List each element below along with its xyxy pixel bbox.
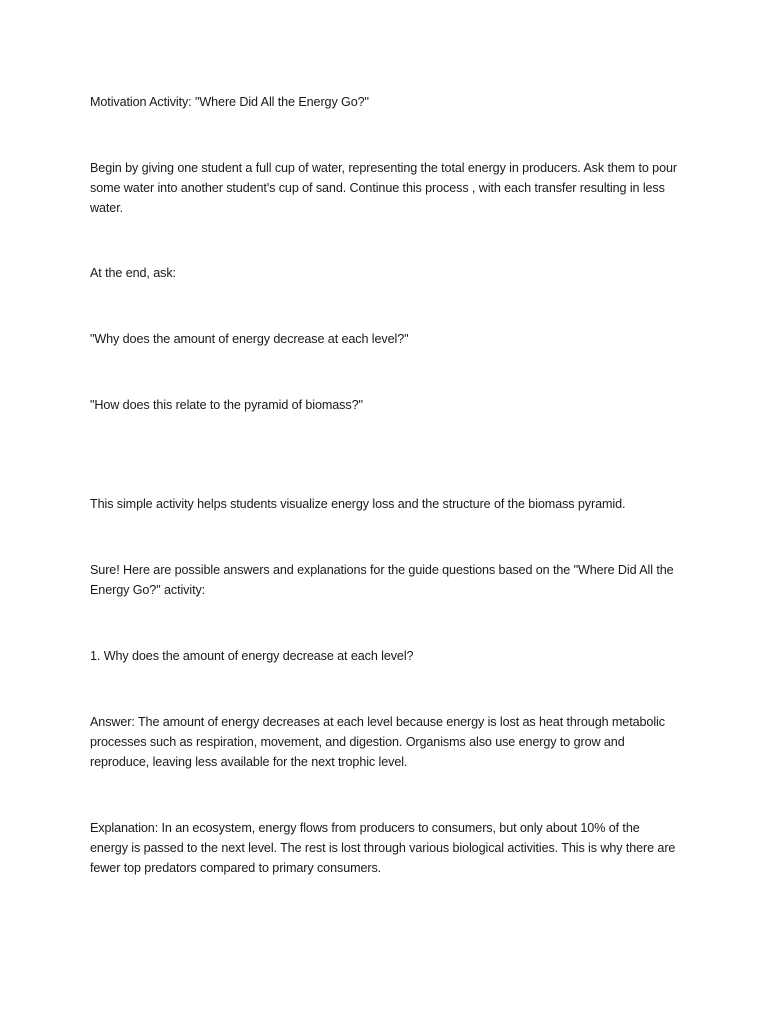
question-1-heading: 1. Why does the amount of energy decrease at each level?	[90, 649, 414, 663]
answer-paragraph: Answer: The amount of energy decreases at each level because energy is lost as heat through metabolic processes such as respiration, movement, and digestion. Organisms also use energy to grow and reproduce, leaving less available for the next trophic level.	[90, 715, 665, 769]
instructions-paragraph: Begin by giving one student a full cup of water, representing the total energy in producers. Ask them to pour some water into another student's cup of sand. Continue this process , with each transfer resulting in less water.	[90, 161, 677, 215]
question-biomass-pyramid: "How does this relate to the pyramid of biomass?"	[90, 398, 363, 412]
end-prompt: At the end, ask:	[90, 266, 176, 280]
question-energy-decrease: "Why does the amount of energy decrease at each level?"	[90, 332, 409, 346]
activity-summary: This simple activity helps students visualize energy loss and the structure of the biomass pyramid.	[90, 497, 626, 511]
explanation-paragraph: Explanation: In an ecosystem, energy flows from producers to consumers, but only about 10% of the energy is passed to the next level. The rest is lost through various biological activities. This is why there are fewer top predators compared to primary consumers.	[90, 821, 676, 875]
answers-intro: Sure! Here are possible answers and explanations for the guide questions based on the "Where Did All the Energy Go?" activity:	[90, 563, 674, 597]
activity-title: Motivation Activity: "Where Did All the Energy Go?"	[90, 95, 369, 109]
